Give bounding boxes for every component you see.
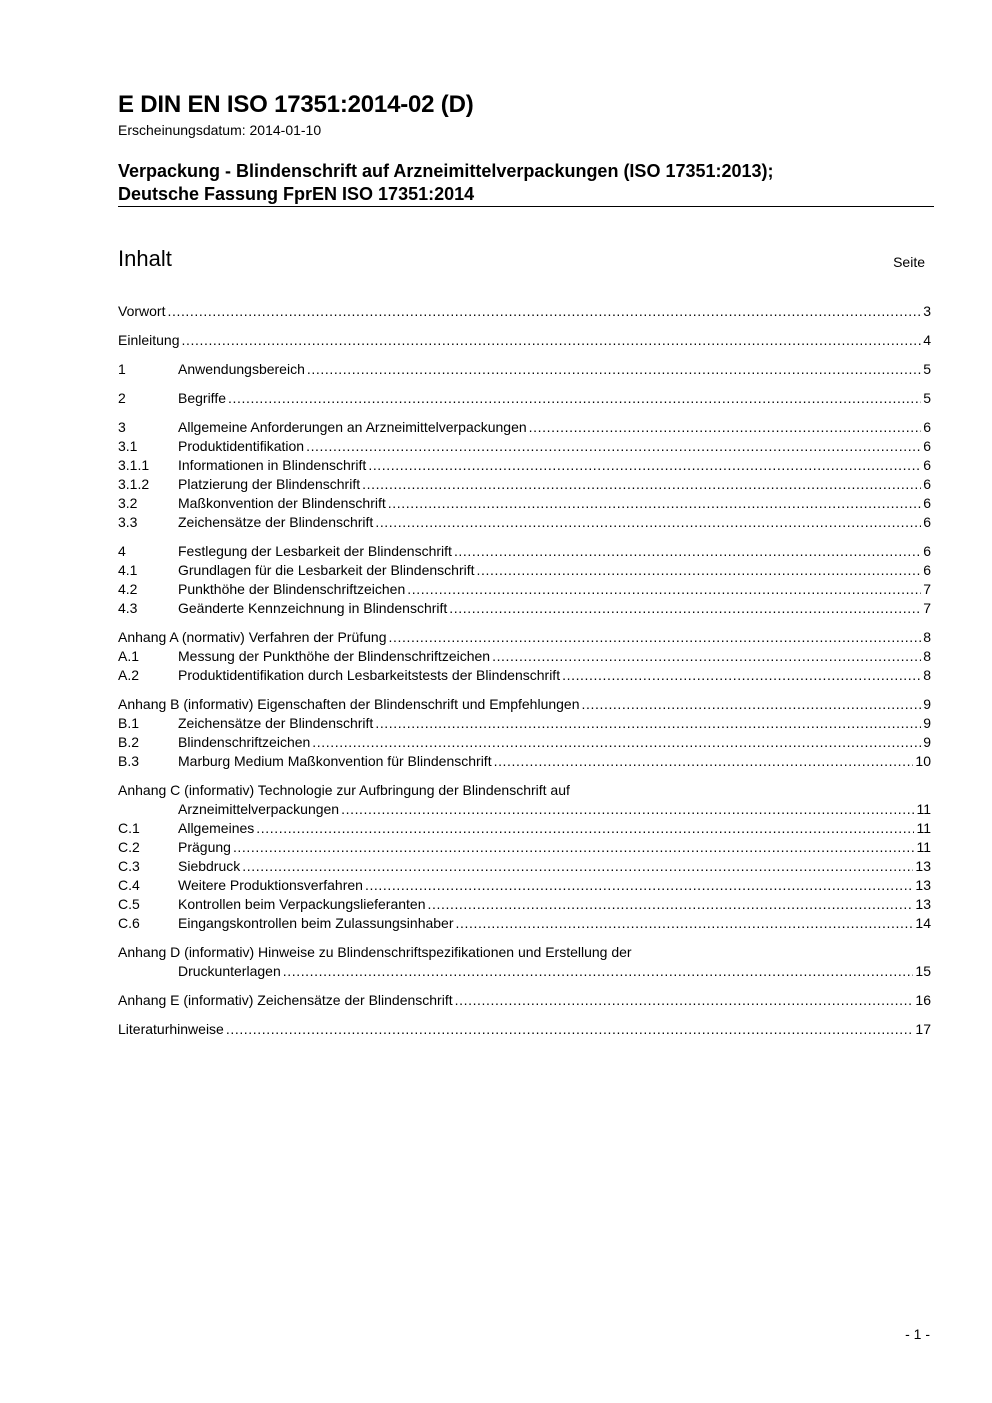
toc-entry-number: C.5 [118, 896, 140, 912]
toc-entry-title: Kontrollen beim Verpackungslieferanten [178, 896, 426, 912]
toc-entry-title: Zeichensätze der Blindenschrift [178, 514, 374, 530]
toc-entry-number: C.4 [118, 877, 140, 893]
toc-entry-page: 16 [915, 992, 931, 1008]
toc-entry[interactable] [118, 628, 931, 647]
toc-entry[interactable] [118, 914, 931, 933]
document-title [118, 160, 934, 206]
toc-entry-title: Literaturhinweise [118, 1021, 224, 1037]
toc-entry-title: Anhang E (informativ) Zeichensätze der Blindenschrift [118, 992, 453, 1008]
toc-entry[interactable] [118, 733, 931, 752]
toc-entry-title: Siebdruck [178, 858, 241, 874]
toc-entry-number: C.1 [118, 820, 140, 836]
title-line-1: Verpackung - Blindenschrift auf Arzneimittelverpackungen (ISO 17351:2013); [118, 161, 774, 181]
toc-entry-number: 1 [118, 361, 126, 377]
toc-entry-page: 13 [915, 877, 931, 893]
toc-entry-page: 9 [923, 696, 931, 712]
toc-entry[interactable] [118, 666, 931, 685]
document-code: E DIN EN ISO 17351:2014-02 (D) [118, 91, 474, 118]
toc-entry-page: 11 [916, 839, 931, 855]
toc-entry-page: 6 [923, 562, 931, 578]
toc-entry-title: Marburg Medium Maßkonvention für Blindenschrift [178, 753, 492, 769]
toc-entry-page: 11 [916, 820, 931, 836]
toc-entry-page: 6 [923, 543, 931, 559]
toc-dot-leader [375, 513, 921, 532]
toc-dot-leader [365, 876, 913, 895]
toc-group [118, 302, 931, 321]
toc-entry-page: 6 [923, 457, 931, 473]
toc-entry-title: Zeichensätze der Blindenschrift [178, 715, 374, 731]
toc-group [118, 331, 931, 350]
toc-entry-number: 4 [118, 543, 126, 559]
toc-dot-leader [242, 857, 913, 876]
toc-entry[interactable] [118, 962, 931, 981]
toc-entry-title: Platzierung der Blindenschrift [178, 476, 361, 492]
toc-entry-title: Vorwort [118, 303, 166, 319]
toc-entry-title: Geänderte Kennzeichnung in Blindenschrift [178, 600, 448, 616]
toc-entry-page: 5 [923, 361, 931, 377]
toc-group [118, 389, 931, 408]
toc-dot-leader [582, 695, 922, 714]
toc-dot-leader [312, 733, 921, 752]
toc-entry-title: Allgemeines [178, 820, 255, 836]
toc-entry-page: 17 [915, 1021, 931, 1037]
toc-dot-leader [456, 914, 914, 933]
toc-dot-leader [494, 752, 914, 771]
toc-entry-number: 3.1 [118, 438, 138, 454]
toc-dot-leader [283, 962, 914, 981]
toc-entry-number: 3.2 [118, 495, 138, 511]
page-number: - 1 - [905, 1326, 930, 1342]
toc-entry[interactable] [118, 695, 931, 714]
toc-entry[interactable] [118, 857, 931, 876]
toc-group [118, 542, 931, 618]
toc-entry-number: 3.1.1 [118, 457, 150, 473]
toc-entry-title: Festlegung der Lesbarkeit der Blindenschrift [178, 543, 452, 559]
toc-entry-page: 6 [923, 419, 931, 435]
toc-dot-leader [492, 647, 921, 666]
toc-entry[interactable] [118, 580, 931, 599]
toc-entry-number: 2 [118, 390, 126, 406]
toc-entry[interactable] [118, 494, 931, 513]
toc-page-column-label: Seite [893, 254, 925, 270]
toc-entry-title: Druckunterlagen [178, 963, 281, 979]
toc-entry[interactable] [118, 943, 931, 962]
toc-entry-number: 3.3 [118, 514, 138, 530]
toc-dot-leader [529, 418, 922, 437]
toc-entry-page: 9 [923, 734, 931, 750]
toc-dot-leader [182, 331, 922, 350]
toc-dot-leader [233, 838, 915, 857]
toc-dot-leader [307, 360, 921, 379]
toc-dot-leader [389, 628, 922, 647]
toc-group [118, 1020, 931, 1039]
toc-entry[interactable] [118, 331, 931, 350]
table-of-contents [118, 302, 931, 1049]
toc-dot-leader [477, 561, 922, 580]
publication-date: Erscheinungsdatum: 2014-01-10 [118, 122, 322, 138]
toc-dot-leader [306, 437, 921, 456]
toc-dot-leader [226, 1020, 914, 1039]
toc-entry-number: A.2 [118, 667, 140, 683]
toc-entry-page: 5 [923, 390, 931, 406]
title-divider [118, 206, 934, 207]
toc-entry-title: Einleitung [118, 332, 180, 348]
toc-entry[interactable] [118, 838, 931, 857]
toc-entry-number: 3.1.2 [118, 476, 150, 492]
toc-dot-leader [562, 666, 921, 685]
toc-entry[interactable] [118, 1020, 931, 1039]
toc-entry[interactable] [118, 647, 931, 666]
toc-entry-title: Allgemeine Anforderungen an Arzneimittelverpackungen [178, 419, 527, 435]
toc-heading: Inhalt [118, 246, 172, 271]
toc-entry-number: C.2 [118, 839, 140, 855]
toc-entry-title: Anwendungsbereich [178, 361, 305, 377]
toc-entry[interactable] [118, 819, 931, 838]
toc-entry[interactable] [118, 513, 931, 532]
toc-entry-page: 8 [923, 629, 931, 645]
toc-entry-page: 6 [923, 495, 931, 511]
toc-entry-page: 6 [923, 476, 931, 492]
toc-group [118, 360, 931, 379]
toc-entry[interactable] [118, 360, 931, 379]
toc-entry-page: 11 [916, 801, 931, 817]
toc-entry[interactable] [118, 475, 931, 494]
toc-entry-title: Maßkonvention der Blindenschrift [178, 495, 386, 511]
toc-dot-leader [375, 714, 921, 733]
toc-dot-leader [368, 456, 921, 475]
toc-entry-page: 8 [923, 648, 931, 664]
toc-group [118, 781, 931, 933]
toc-dot-leader [454, 542, 921, 561]
toc-group [118, 695, 931, 771]
toc-entry[interactable] [118, 561, 931, 580]
toc-entry[interactable] [118, 599, 931, 618]
toc-entry-page: 7 [923, 581, 931, 597]
toc-entry-number: B.1 [118, 715, 140, 731]
toc-entry[interactable] [118, 895, 931, 914]
toc-entry-number: 3 [118, 419, 126, 435]
toc-dot-leader [341, 800, 914, 819]
toc-group [118, 628, 931, 685]
toc-entry-number: 4.3 [118, 600, 138, 616]
toc-entry-number: B.3 [118, 753, 140, 769]
toc-entry-number: C.6 [118, 915, 140, 931]
toc-entry-title: Punkthöhe der Blindenschriftzeichen [178, 581, 406, 597]
toc-entry-page: 10 [915, 753, 931, 769]
toc-entry-title: Anhang C (informativ) Technologie zur Aufbringung der Blindenschrift auf [118, 782, 570, 798]
toc-entry-page: 3 [923, 303, 931, 319]
toc-entry-title: Begriffe [178, 390, 226, 406]
toc-entry[interactable] [118, 876, 931, 895]
toc-entry-title: Eingangskontrollen beim Zulassungsinhaber [178, 915, 454, 931]
toc-entry-title: Grundlagen für die Lesbarkeit der Blindenschrift [178, 562, 475, 578]
toc-entry-title: Informationen in Blindenschrift [178, 457, 367, 473]
toc-entry[interactable] [118, 752, 931, 771]
toc-entry-number: 4.2 [118, 581, 138, 597]
toc-group [118, 943, 931, 981]
title-line-2: Deutsche Fassung FprEN ISO 17351:2014 [118, 184, 475, 204]
toc-entry[interactable] [118, 991, 931, 1010]
toc-entry-title: Produktidentifikation durch Lesbarkeitstests der Blindenschrift [178, 667, 561, 683]
toc-dot-leader [228, 389, 921, 408]
toc-entry-number: C.3 [118, 858, 140, 874]
toc-entry-page: 7 [923, 600, 931, 616]
toc-dot-leader [388, 494, 921, 513]
toc-entry[interactable] [118, 437, 931, 456]
toc-entry-number: 4.1 [118, 562, 138, 578]
toc-entry-title: Anhang B (informativ) Eigenschaften der Blindenschrift und Empfehlungen [118, 696, 580, 712]
toc-entry-page: 4 [923, 332, 931, 348]
toc-entry-page: 6 [923, 514, 931, 530]
toc-entry-title: Produktidentifikation [178, 438, 305, 454]
toc-entry-page: 13 [915, 896, 931, 912]
toc-entry-title: Anhang A (normativ) Verfahren der Prüfung [118, 629, 387, 645]
toc-entry[interactable] [118, 418, 931, 437]
toc-dot-leader [167, 302, 921, 321]
toc-entry[interactable] [118, 389, 931, 408]
toc-entry-page: 8 [923, 667, 931, 683]
toc-entry[interactable] [118, 800, 931, 819]
toc-entry-title: Blindenschriftzeichen [178, 734, 311, 750]
toc-entry-page: 9 [923, 715, 931, 731]
toc-entry-page: 15 [915, 963, 931, 979]
toc-entry-number: A.1 [118, 648, 140, 664]
toc-entry-title: Weitere Produktionsverfahren [178, 877, 363, 893]
toc-entry-number: B.2 [118, 734, 140, 750]
toc-dot-leader [407, 580, 921, 599]
toc-entry-page: 14 [915, 915, 931, 931]
toc-entry-title: Messung der Punkthöhe der Blindenschriftzeichen [178, 648, 491, 664]
toc-entry-page: 13 [915, 858, 931, 874]
toc-entry-title: Arzneimittelverpackungen [178, 801, 340, 817]
toc-entry[interactable] [118, 456, 931, 475]
toc-entry[interactable] [118, 781, 931, 800]
toc-dot-leader [428, 895, 914, 914]
toc-entry[interactable] [118, 302, 931, 321]
toc-group [118, 991, 931, 1010]
toc-dot-leader [449, 599, 921, 618]
toc-entry-title: Prägung [178, 839, 231, 855]
toc-entry[interactable] [118, 714, 931, 733]
toc-entry-page: 6 [923, 438, 931, 454]
toc-dot-leader [256, 819, 914, 838]
toc-dot-leader [362, 475, 921, 494]
toc-group [118, 418, 931, 532]
toc-dot-leader [455, 991, 914, 1010]
toc-entry[interactable] [118, 542, 931, 561]
toc-entry-title: Anhang D (informativ) Hinweise zu Blindenschriftspezifikationen und Erstellung der [118, 944, 632, 960]
